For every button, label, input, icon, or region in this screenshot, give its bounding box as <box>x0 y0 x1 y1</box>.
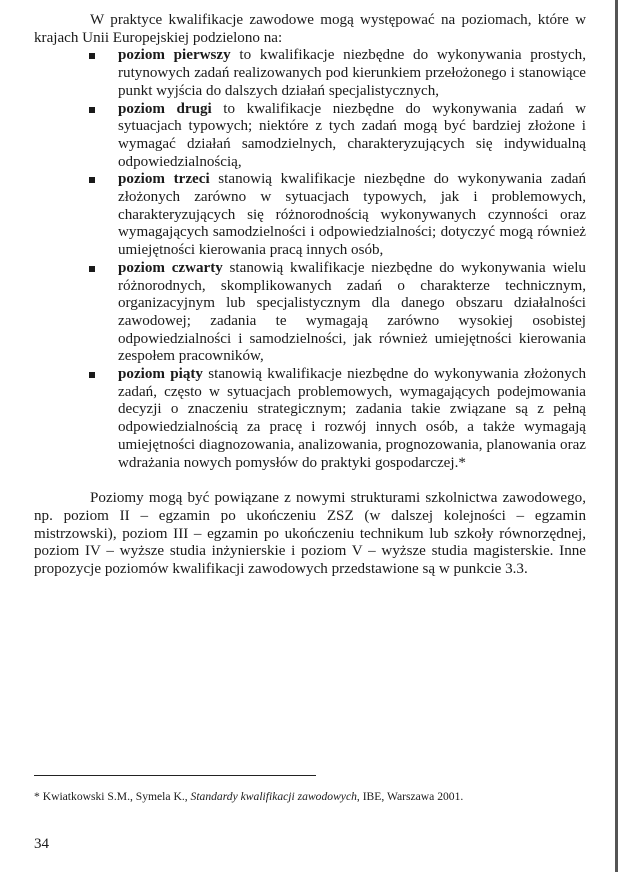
footnote-publisher: , IBE, Warszawa 2001. <box>356 790 464 803</box>
footnote-divider <box>34 775 316 776</box>
bullet-icon <box>89 107 95 113</box>
intro-paragraph: W praktyce kwalifikacje zawodowe mogą występować na poziomach, które w krajach Unii Europejskiej podzielono na: <box>34 12 586 46</box>
footnote-title: Standardy kwalifikacji zawodowych <box>190 790 357 803</box>
bullet-icon <box>89 372 95 378</box>
list-item-level-1 <box>118 47 586 100</box>
body-text <box>34 12 586 579</box>
level-term: poziom trzeci <box>118 171 210 188</box>
structures-paragraph: Poziomy mogą być powiązane z nowymi strukturami szkolnictwa zawodowego, np. poziom II – egzamin po ukończeniu ZSZ (w dalszej kolejności – egzamin mistrzowski), poziom III – egzamin po ukończeniu technikum lub szkoły równorzędnej, poziom IV – wyższe studia inżynierskie i poziom V – wyższe studia magisterskie. Inne propozycje poziomów kwalifikacji zawodowych przedstawione są w punkcie 3.3. <box>34 490 586 578</box>
bullet-icon <box>89 177 95 183</box>
list-item-level-3 <box>118 171 586 260</box>
level-term: poziom piąty <box>118 366 203 383</box>
level-description: stanowią kwalifikacje niezbędne do wykonywania złożonych zadań, często w sytuacjach problemowych, wymagających podejmowania decyzji o znaczeniu strategicznym; zadania takie związane są z pełną odpowiedzialnością za pracę i rozwój innych osób, a także wymagają umiejętności diagnozowania, analizowania, prognozowania, planowania oraz wdrażania nowych pomysłów do praktyki gospodarczej.* <box>118 366 587 471</box>
level-description: stanowią kwalifikacje niezbędne do wykonywania wielu różnorodnych, skomplikowanych zadań o charakterze technicznym, organizacyjnym lub specjalistycznym dla danego obszaru działalności zawodowej; zadania te wymagają zarówno wysokiej osobistej odpowiedzialności i samodzielności, jak również umiejętności kierowania zespołem pracowników, <box>118 259 586 365</box>
list-item-level-4 <box>118 260 586 366</box>
level-term: poziom czwarty <box>118 259 223 276</box>
list-item-level-2 <box>118 101 586 172</box>
bullet-icon <box>89 53 95 59</box>
level-term: poziom drugi <box>118 100 212 117</box>
footnote-authors: * Kwiatkowski S.M., Symela K., <box>34 790 191 803</box>
level-description: to kwalifikacje niezbędne do wykonywania prostych, rutynowych zadań realizowanych pod kierunkiem przełożonego i stanowiące punkt wyjścia do dalszych działań specjalistycznych, <box>118 47 586 99</box>
list-item-level-5 <box>118 366 586 472</box>
level-description: stanowią kwalifikacje niezbędne do wykonywania zadań złożonych zarówno w sytuacjach typowych, jak i problemowych, charakteryzujących się różnorodnością wykonywanych czynności oraz wymagających samodzielności i odpowiedzialności; dotyczyć mogą również umiejętności kierowania pracą innych osób, <box>118 171 586 259</box>
level-term: poziom pierwszy <box>118 47 231 64</box>
bullet-icon <box>89 266 95 272</box>
page-number: 34 <box>34 836 49 852</box>
levels-list <box>34 47 586 472</box>
level-description: to kwalifikacje niezbędne do wykonywania zadań w sytuacjach typowych; niektóre z tych zadań mogą być bardziej złożone i wymagać działań samodzielnych, charakteryzujących się indywidualną odpowiedzialnością, <box>118 100 586 170</box>
footnote <box>34 790 594 804</box>
